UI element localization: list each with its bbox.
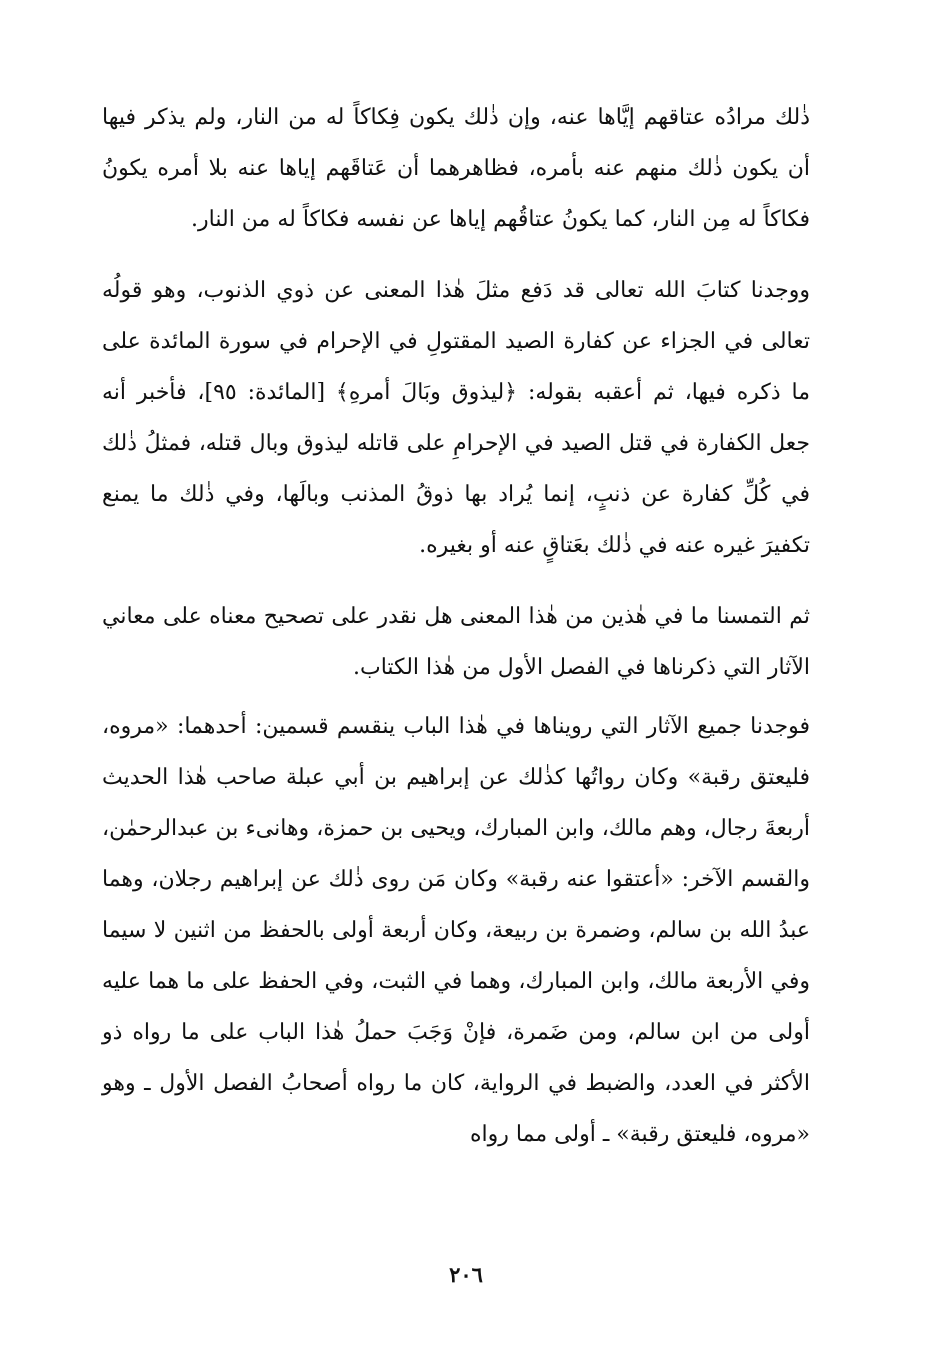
paragraph-2: ووجدنا كتابَ الله تعالى قد دَفع مثلَ هٰذا المعنى عن ذوي الذنوب، وهو قولُه تعالى في الجزاء عن كفارة الصيد المقتولِ في الإحرام في سورة المائدة على ما ذكره فيها، ثم أعقبه بقوله: ﴿ليذوق وبَالَ أمرهِ﴾ [المائدة: ٩٥]، فأخبر أنه جعل الكفارة في قتل الصيد في الإحرامِ على قاتله ليذوق وبال قتله، فمثلُ ذٰلك في كُلِّ كفارة عن ذنبٍ، إنما يُراد بها ذوقُ المذنب وبالَها، وفي ذٰلك ما يمنع تكفيرَ غيره عنه في ذٰلك بعَتاقٍ عنه أو بغيره. (102, 278, 811, 558)
page-body (102, 92, 810, 1160)
page-number: ٢٠٦ (449, 1262, 483, 1287)
paragraph-4: فوجدنا جميع الآثار التي رويناها في هٰذا الباب ينقسم قسمين: أحدهما: «مروه، فليعتق رقبة» وكان رواتُها كذٰلك عن إبراهيم بن أبي عبلة صاحب هٰذا الحديث أربعةَ رجال، وهم مالك، وابن المبارك، ويحيى بن حمزة، وهانىء بن عبدالرحمٰن، والقسم الآخر: «أعتقوا عنه رقبة» وكان مَن روى ذٰلك عن إبراهيم رجلان، وهما عبدُ الله بن سالم، وضمرة بن ربيعة، وكان أربعة أولى بالحفظ من اثنين لا سيما وفي الأربعة مالك، وابن المبارك، وهما في الثبت، وفي الحفظ على ما هما عليه أولى من ابن سالم، ومن ضَمرة، فإنْ وَجَبَ حملُ هٰذا الباب على ما رواه ذو الأكثر في العدد، والضبط في الرواية، كان ما رواه أصحابُ الفصل الأول ـ وهو «مروه، فليعتق رقبة» ـ أولى مما رواه (102, 714, 810, 1147)
paragraph-3: ثم التمسنا ما في هٰذين من هٰذا المعنى هل نقدر على تصحيح معناه على معاني الآثار التي ذكرناها في الفصل الأول من هٰذا الكتاب. (102, 604, 810, 680)
paragraph-1: ذٰلك مرادُه عتاقهم إيَّاها عنه، وإن ذٰلك يكون فِكاكاً له من النار، ولم يذكر فيها أن يكون ذٰلك منهم عنه بأمره، فظاهرهما أن عَتاقَهم إياها عنه بلا أمره يكونُ فكاكاً له مِن النار، كما يكونُ عتاقُهم إياها عن نفسه فكاكاً له من النار. (102, 105, 810, 232)
